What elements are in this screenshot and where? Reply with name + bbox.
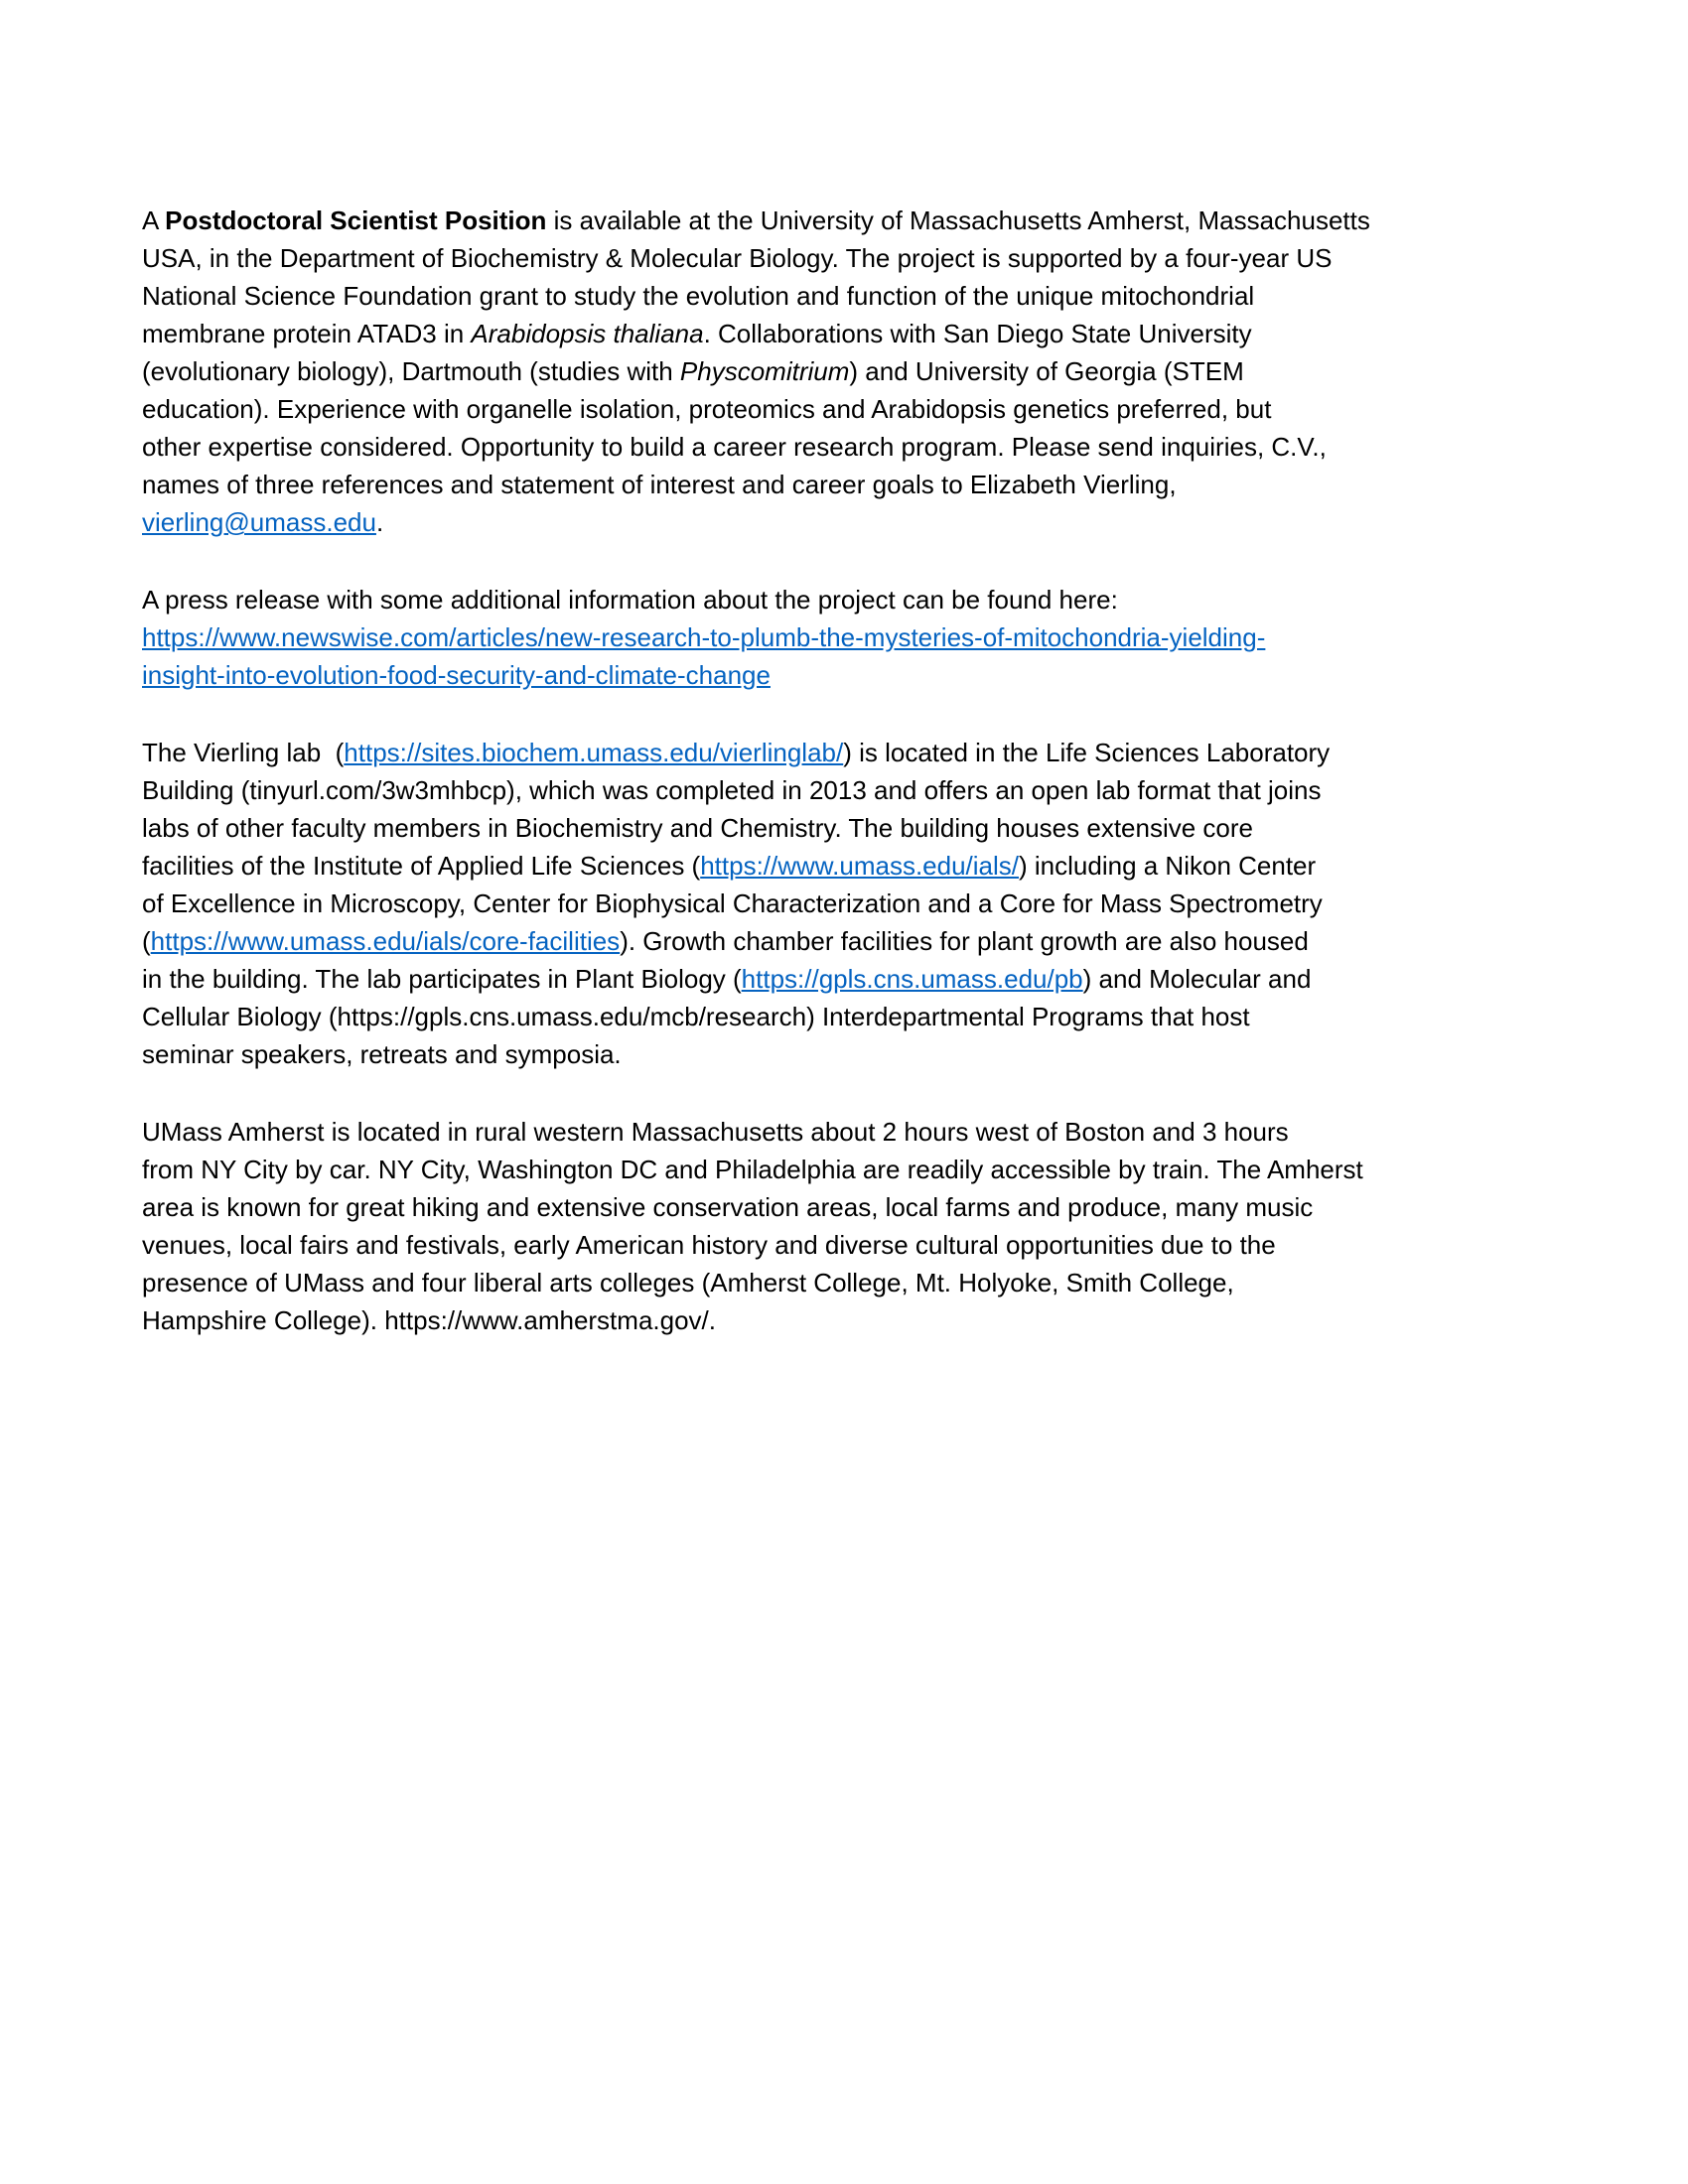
document-body [142,202,1612,1379]
text-line [142,656,1612,694]
text-line [142,1301,1612,1339]
paragraph [142,202,1612,541]
text-run: Physcomitrium [679,356,850,386]
text-line [142,277,1612,315]
text-run: ( [142,926,151,956]
text-run: education). Experience with organelle isolation, proteomics and Arabidopsis genetics preferred, but [142,394,1272,424]
text-run: presence of UMass and four liberal arts colleges (Amherst College, Mt. Holyoke, Smith College, [142,1268,1234,1297]
text-run: ). Growth chamber facilities for plant growth are also housed [620,926,1309,956]
text-run: is available at the University of Massachusetts Amherst, Massachusetts [546,205,1370,235]
text-line [142,1264,1612,1301]
hyperlink[interactable]: insight-into-evolution-food-security-and-climate-change [142,660,771,690]
text-run: of Excellence in Microscopy, Center for Biophysical Characterization and a Core for Mass Spectrometry [142,888,1323,918]
hyperlink[interactable]: https://www.newswise.com/articles/new-research-to-plumb-the-mysteries-of-mitochondria-yielding- [142,622,1266,652]
hyperlink[interactable]: https://gpls.cns.umass.edu/pb [741,964,1083,994]
text-run: names of three references and statement of interest and career goals to Elizabeth Vierling, [142,470,1177,499]
hyperlink[interactable]: https://www.umass.edu/ials/core-facilities [150,926,621,956]
text-run: Arabidopsis thaliana [471,319,704,348]
text-line [142,581,1612,618]
text-run: labs of other faculty members in Biochemistry and Chemistry. The building houses extensive core [142,813,1254,843]
text-run: membrane protein ATAD3 in [142,319,472,348]
text-run: . [375,507,384,537]
text-run: UMass Amherst is located in rural western Massachusetts about 2 hours west of Boston and 3 hours [142,1117,1289,1147]
text-run: seminar speakers, retreats and symposia. [142,1039,622,1069]
paragraph [142,734,1612,1073]
text-run: (evolutionary biology), Dartmouth (studies with [142,356,680,386]
text-line [142,503,1612,541]
text-line [142,352,1612,390]
text-run: USA, in the Department of Biochemistry & Molecular Biology. The project is supported by a four-year US [142,243,1333,273]
text-line [142,618,1612,656]
text-run: A [142,205,166,235]
text-run: Building (tinyurl.com/3w3mhbcp), which was completed in 2013 and offers an open lab format that joins [142,775,1322,805]
text-line [142,202,1612,239]
hyperlink[interactable]: https://www.umass.edu/ials/ [700,851,1020,881]
text-run: Cellular Biology (https://gpls.cns.umass.edu/mcb/research) Interdepartmental Programs that host [142,1002,1250,1031]
text-run: Postdoctoral Scientist Position [165,205,547,235]
text-line [142,1151,1612,1188]
text-run: from NY City by car. NY City, Washington DC and Philadelphia are readily accessible by train. The Amherst [142,1155,1363,1184]
text-run: Hampshire College). https://www.amherstma.gov/. [142,1305,716,1335]
text-run: ) is located in the Life Sciences Laboratory [843,738,1331,767]
text-line [142,734,1612,771]
text-line [142,809,1612,847]
text-run: other expertise considered. Opportunity to build a career research program. Please send inquiries, C.V., [142,432,1327,462]
text-run: area is known for great hiking and extensive conservation areas, local farms and produce, many music [142,1192,1314,1222]
paragraph [142,1113,1612,1339]
text-run: A press release with some additional information about the project can be found here: [142,585,1118,614]
paragraph [142,581,1612,694]
text-run: venues, local fairs and festivals, early American history and diverse cultural opportunities due to the [142,1230,1276,1260]
text-line [142,1226,1612,1264]
text-line [142,960,1612,998]
text-run: ) and University of Georgia (STEM [849,356,1244,386]
text-line [142,466,1612,503]
text-line [142,428,1612,466]
text-line [142,1188,1612,1226]
text-run: National Science Foundation grant to study the evolution and function of the unique mitochondrial [142,281,1255,311]
text-line [142,1113,1612,1151]
text-line [142,1035,1612,1073]
text-line [142,390,1612,428]
text-run: The Vierling lab ( [142,738,345,767]
text-line [142,847,1612,885]
hyperlink[interactable]: https://sites.biochem.umass.edu/vierlinglab/ [344,738,844,767]
hyperlink[interactable]: vierling@umass.edu [142,507,376,537]
text-line [142,998,1612,1035]
text-line [142,771,1612,809]
text-run: facilities of the Institute of Applied Life Sciences ( [142,851,701,881]
text-run: . Collaborations with San Diego State University [703,319,1252,348]
text-run: ) and Molecular and [1082,964,1312,994]
text-run: ) including a Nikon Center [1019,851,1317,881]
text-line [142,239,1612,277]
text-run: in the building. The lab participates in Plant Biology ( [142,964,742,994]
text-line [142,922,1612,960]
text-line [142,885,1612,922]
text-line [142,315,1612,352]
